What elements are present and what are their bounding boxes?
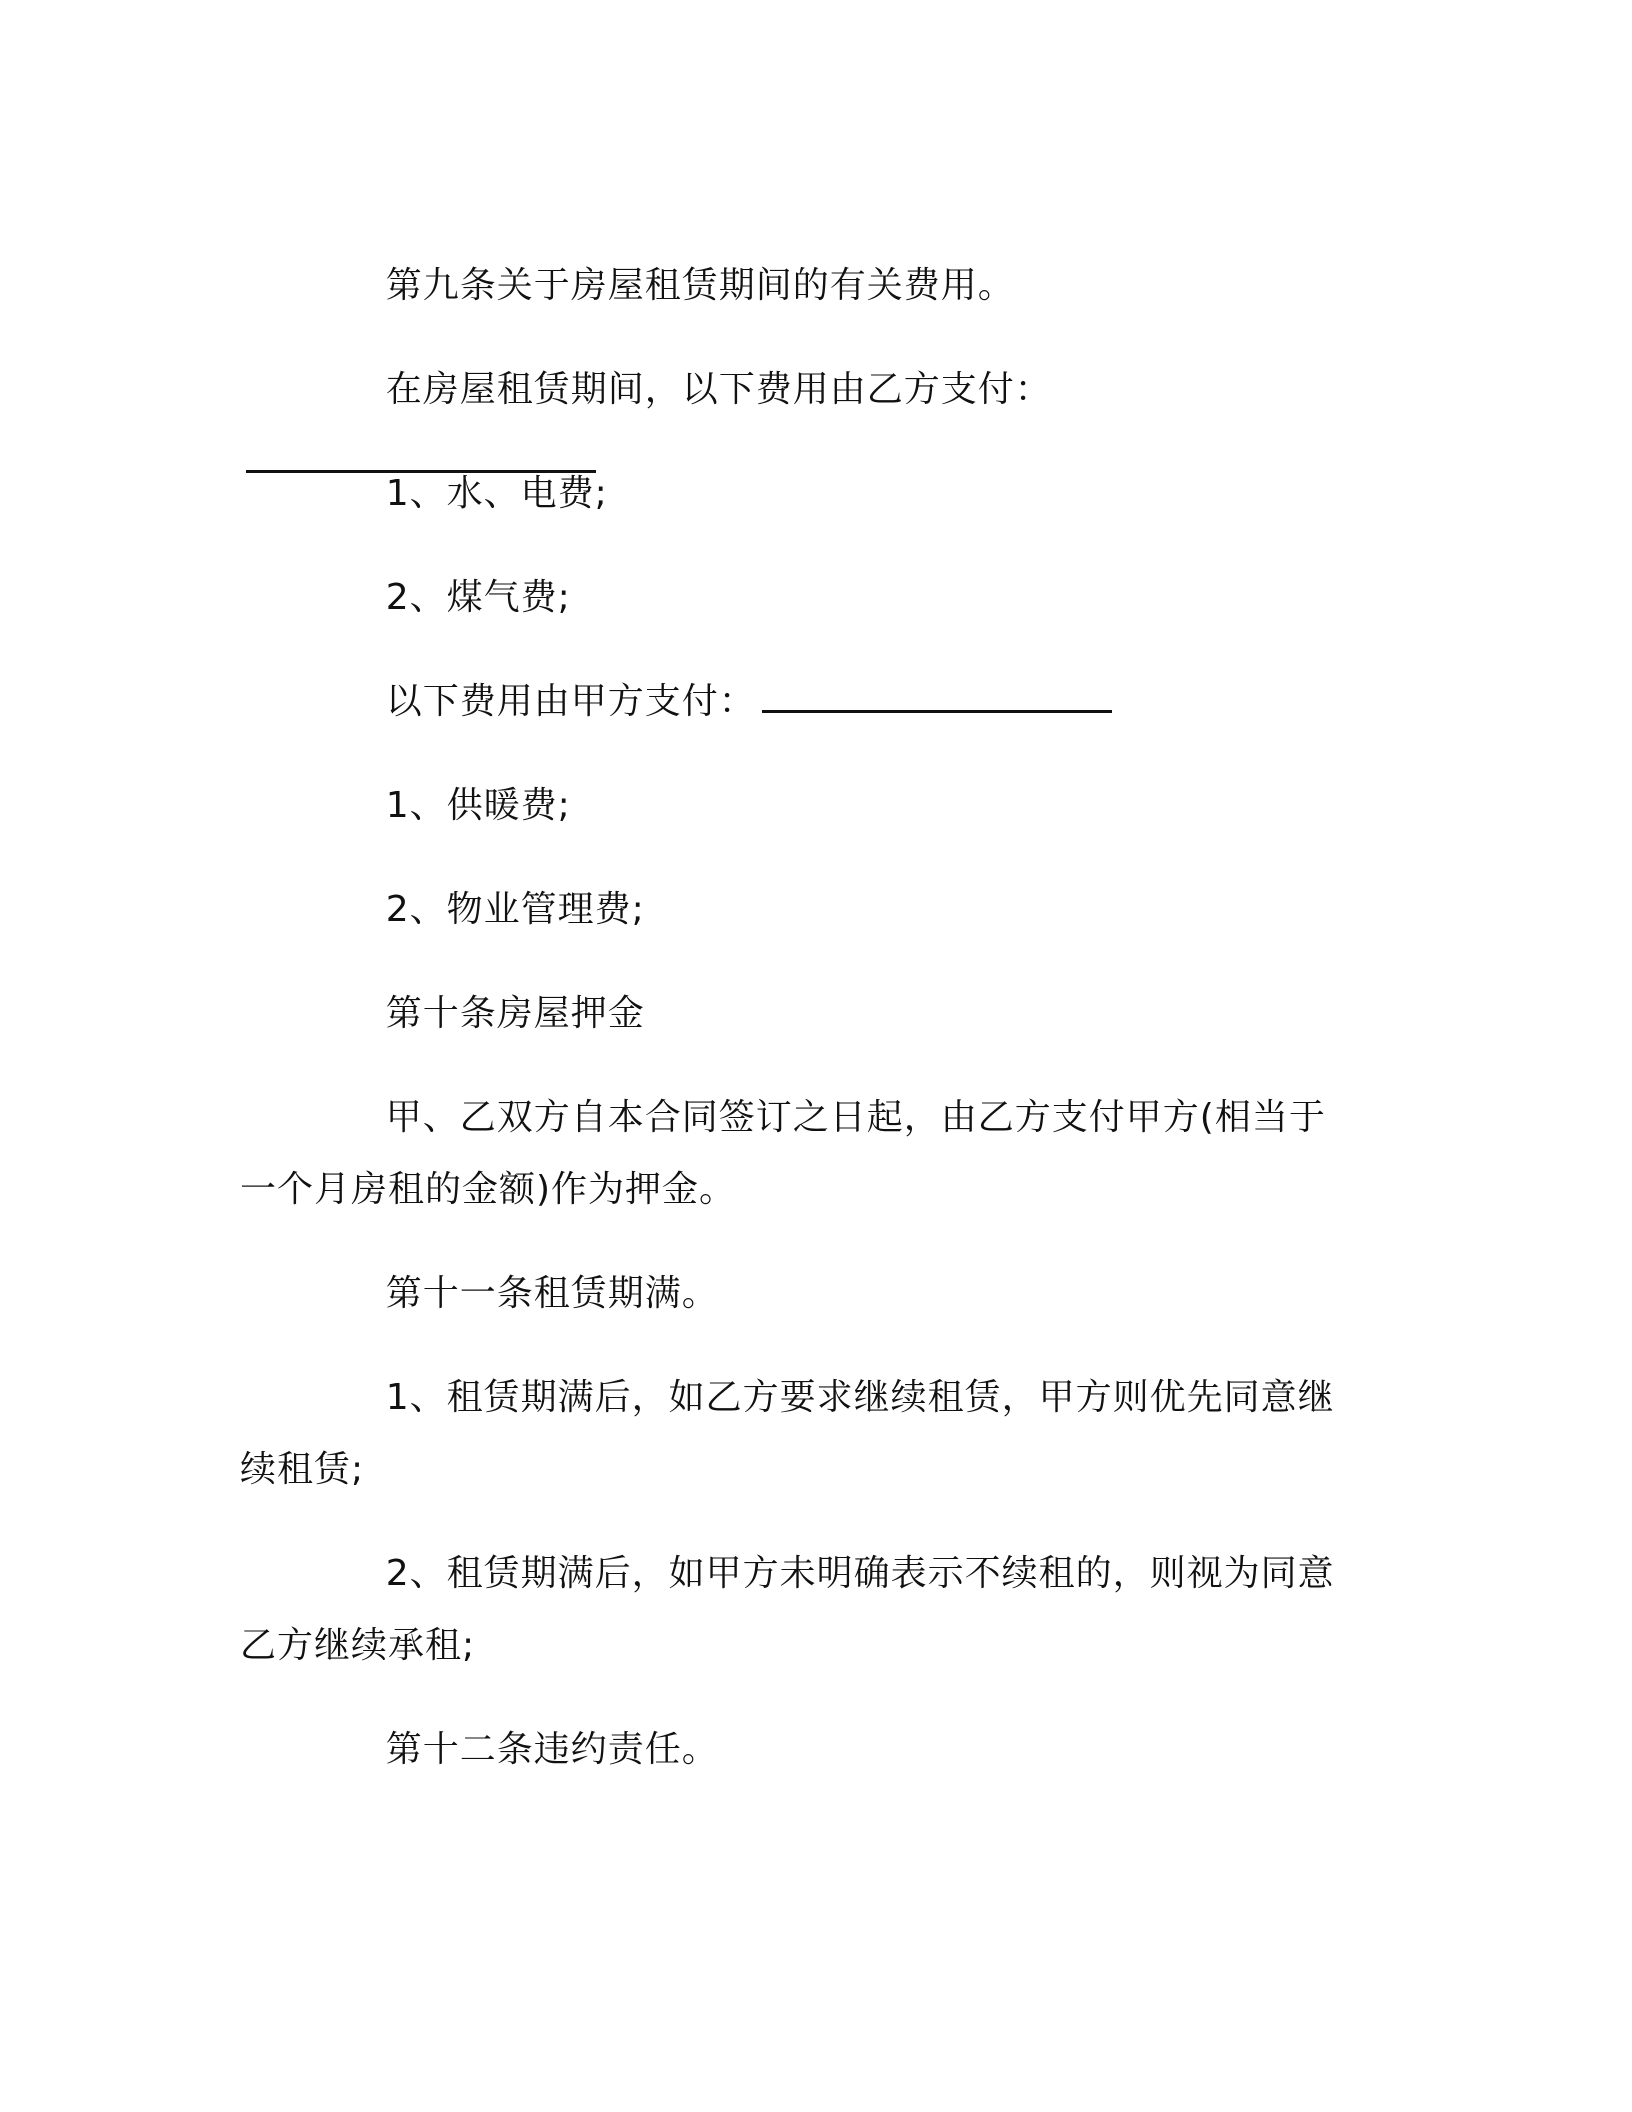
paragraph-text: 在房屋租赁期间，以下费用由乙方支付： [385, 369, 1052, 410]
paragraph-text: 1、租赁期满后，如乙方要求继续租赁，甲方则优先同意继续租赁; [240, 1377, 1335, 1490]
paragraph-text: 1、水、电费; [385, 473, 608, 514]
paragraph-text: 1、供暖费; [385, 785, 571, 826]
paragraph-text: 甲、乙双方自本合同签订之日起，由乙方支付甲方(相当于一个月房租的金额)作为押金。 [240, 1097, 1326, 1210]
paragraph-text: 第十一条租赁期满。 [385, 1273, 719, 1314]
paragraph-text: 2、煤气费; [385, 577, 571, 618]
paragraph-text: 第十条房屋押金 [385, 993, 645, 1034]
paragraph-text: 第十二条违约责任。 [385, 1729, 719, 1770]
paragraph-text: 2、物业管理费; [385, 889, 645, 930]
paragraph-text: 第九条关于房屋租赁期间的有关费用。 [385, 265, 1015, 306]
paragraph-text: 以下费用由甲方支付： [385, 681, 756, 722]
paragraph-text: 2、租赁期满后，如甲方未明确表示不续租的，则视为同意乙方继续承租; [240, 1553, 1335, 1666]
paragraph-article-12-title [240, 1642, 1360, 1858]
